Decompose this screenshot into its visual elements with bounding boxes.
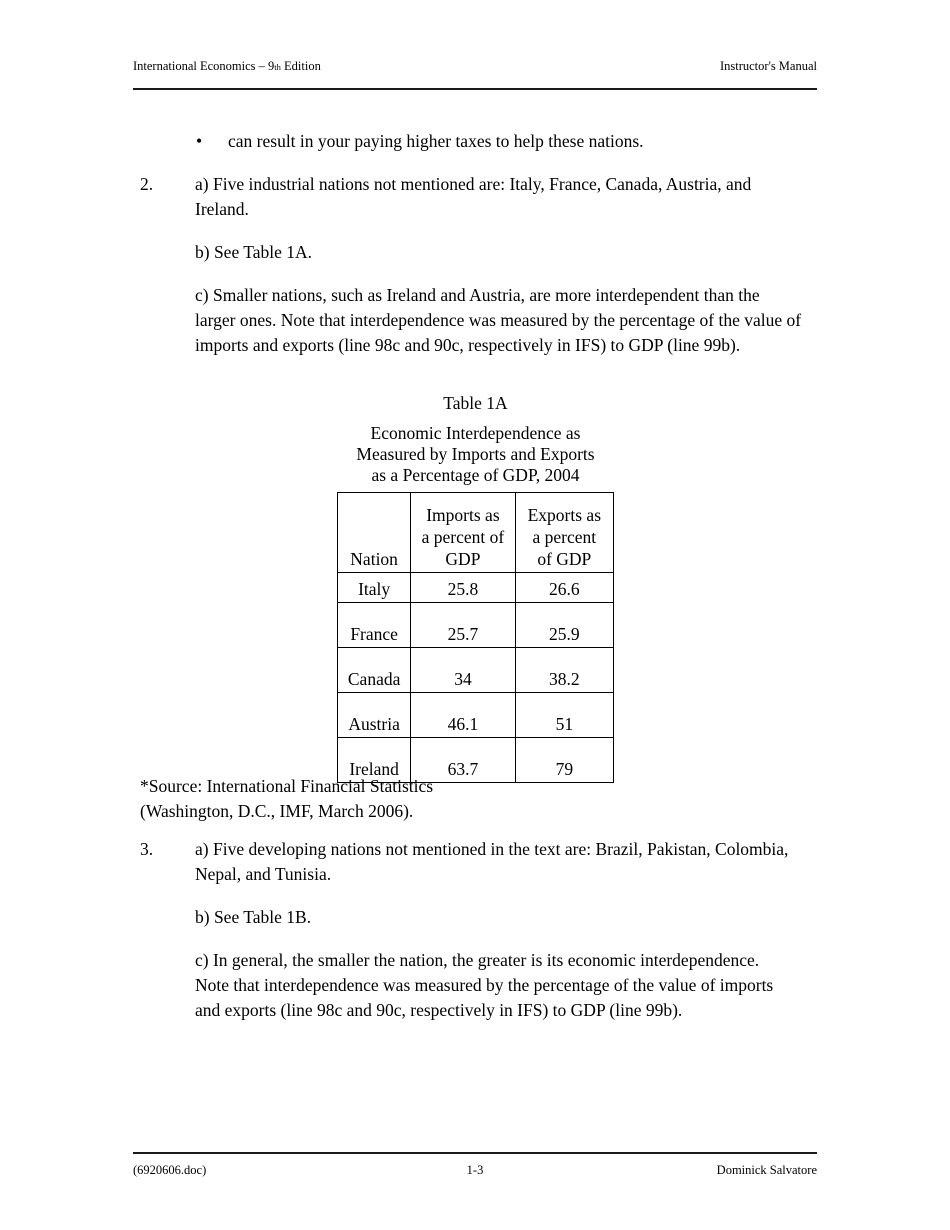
- cell-imports: 25.7: [411, 603, 515, 648]
- page-footer: [133, 1162, 817, 1178]
- table-1a-block: [337, 392, 614, 783]
- column-header-imports-line-2: a percent of: [421, 527, 505, 547]
- cell-nation: France: [338, 603, 411, 648]
- header-edition-ordinal: th: [274, 62, 281, 72]
- cell-imports: 46.1: [411, 693, 515, 738]
- footer-page-number: 1-3: [466, 1163, 484, 1177]
- cell-imports: 63.7: [411, 738, 515, 783]
- cell-nation: Italy: [338, 573, 411, 603]
- item-2-number: 2.: [140, 174, 154, 194]
- source-note-line-2: (Washington, D.C., IMF, March 2006).: [140, 801, 414, 821]
- table-row: [338, 573, 614, 603]
- numbered-item-2: [140, 172, 820, 358]
- column-header-exports-line-3: of GDP: [537, 549, 592, 569]
- column-header-imports: [411, 493, 515, 573]
- source-note-line-1: *Source: International Financial Statistics: [140, 776, 434, 796]
- cell-imports: 25.8: [411, 573, 515, 603]
- cell-nation: Ireland: [338, 738, 411, 783]
- item-3-paragraph-a: a) Five developing nations not mentioned in the text are: Brazil, Pakistan, Colombia, Nepal, and Tunisia.: [195, 839, 789, 884]
- paragraph-spacer: [195, 265, 802, 283]
- table-row: [338, 603, 614, 648]
- cell-exports: 51: [515, 693, 613, 738]
- item-3-body: [195, 837, 797, 1023]
- item-3-number: 3.: [140, 839, 154, 859]
- header-book-title: International Economics: [133, 59, 259, 73]
- table-source-note: [140, 774, 700, 824]
- table-1a-caption-line-3: as a Percentage of GDP, 2004: [371, 465, 580, 485]
- item-2-paragraph-b: b) See Table 1A.: [195, 242, 313, 262]
- paragraph-spacer: [195, 930, 797, 948]
- cell-nation: Canada: [338, 648, 411, 693]
- table-header-row: [338, 493, 614, 573]
- paragraph-spacer: [195, 887, 797, 905]
- cell-nation: Austria: [338, 693, 411, 738]
- cell-exports: 26.6: [515, 573, 613, 603]
- item-2-paragraph-a: a) Five industrial nations not mentioned are: Italy, France, Canada, Austria, and Ireland.: [195, 174, 752, 219]
- column-header-nation: Nation: [338, 493, 411, 573]
- table-1a-label: Table 1A: [443, 393, 508, 413]
- table-row: [338, 648, 614, 693]
- cell-exports: 79: [515, 738, 613, 783]
- cell-exports: 25.9: [515, 603, 613, 648]
- bullet-item-text: can result in your paying higher taxes to help these nations.: [228, 131, 644, 151]
- header-edition-prefix: – 9: [258, 59, 275, 73]
- header-edition-suffix: Edition: [280, 59, 321, 73]
- bullet-list-item: [196, 129, 816, 154]
- item-2-paragraph-c: c) Smaller nations, such as Ireland and Austria, are more interdependent than the larger ones. Note that interdependence was measured by the percentage of the value of imports and exports (line 98c and 90c, respectively in IFS) to GDP (line 99b).: [195, 285, 802, 355]
- bullet-marker-icon: •: [196, 131, 203, 151]
- footer-filename: (6920606.doc): [133, 1163, 207, 1177]
- column-header-imports-line-3: GDP: [445, 549, 481, 569]
- header-right-label: Instructor's Manual: [719, 59, 817, 73]
- table-1a-caption: [337, 423, 614, 486]
- table-1a-caption-line-2: Measured by Imports and Exports: [356, 444, 595, 464]
- table-row: [338, 693, 614, 738]
- paragraph-spacer: [195, 222, 802, 240]
- column-header-exports-line-1: Exports as: [527, 505, 602, 525]
- cell-exports: 38.2: [515, 648, 613, 693]
- footer-divider-rule: [133, 1152, 817, 1154]
- item-3-paragraph-c: c) In general, the smaller the nation, the greater is its economic interdependence. Note that interdependence was measured by the percentage of the value of imports and exports (line 98c and 90c, respectively in IFS) to GDP (line 99b).: [195, 950, 774, 1020]
- header-divider-rule: [133, 88, 817, 90]
- column-header-exports: [515, 493, 613, 573]
- column-header-exports-line-2: a percent: [532, 527, 597, 547]
- item-3-paragraph-b: b) See Table 1B.: [195, 907, 312, 927]
- page-header: [133, 58, 817, 75]
- column-header-imports-line-1: Imports as: [426, 505, 500, 525]
- table-1a: [337, 492, 614, 783]
- header-left-title: [133, 58, 321, 75]
- footer-author: Dominick Salvatore: [716, 1163, 817, 1177]
- item-2-body: [195, 172, 802, 358]
- numbered-item-3: [140, 837, 820, 1023]
- cell-imports: 34: [411, 648, 515, 693]
- table-1a-caption-line-1: Economic Interdependence as: [370, 423, 581, 443]
